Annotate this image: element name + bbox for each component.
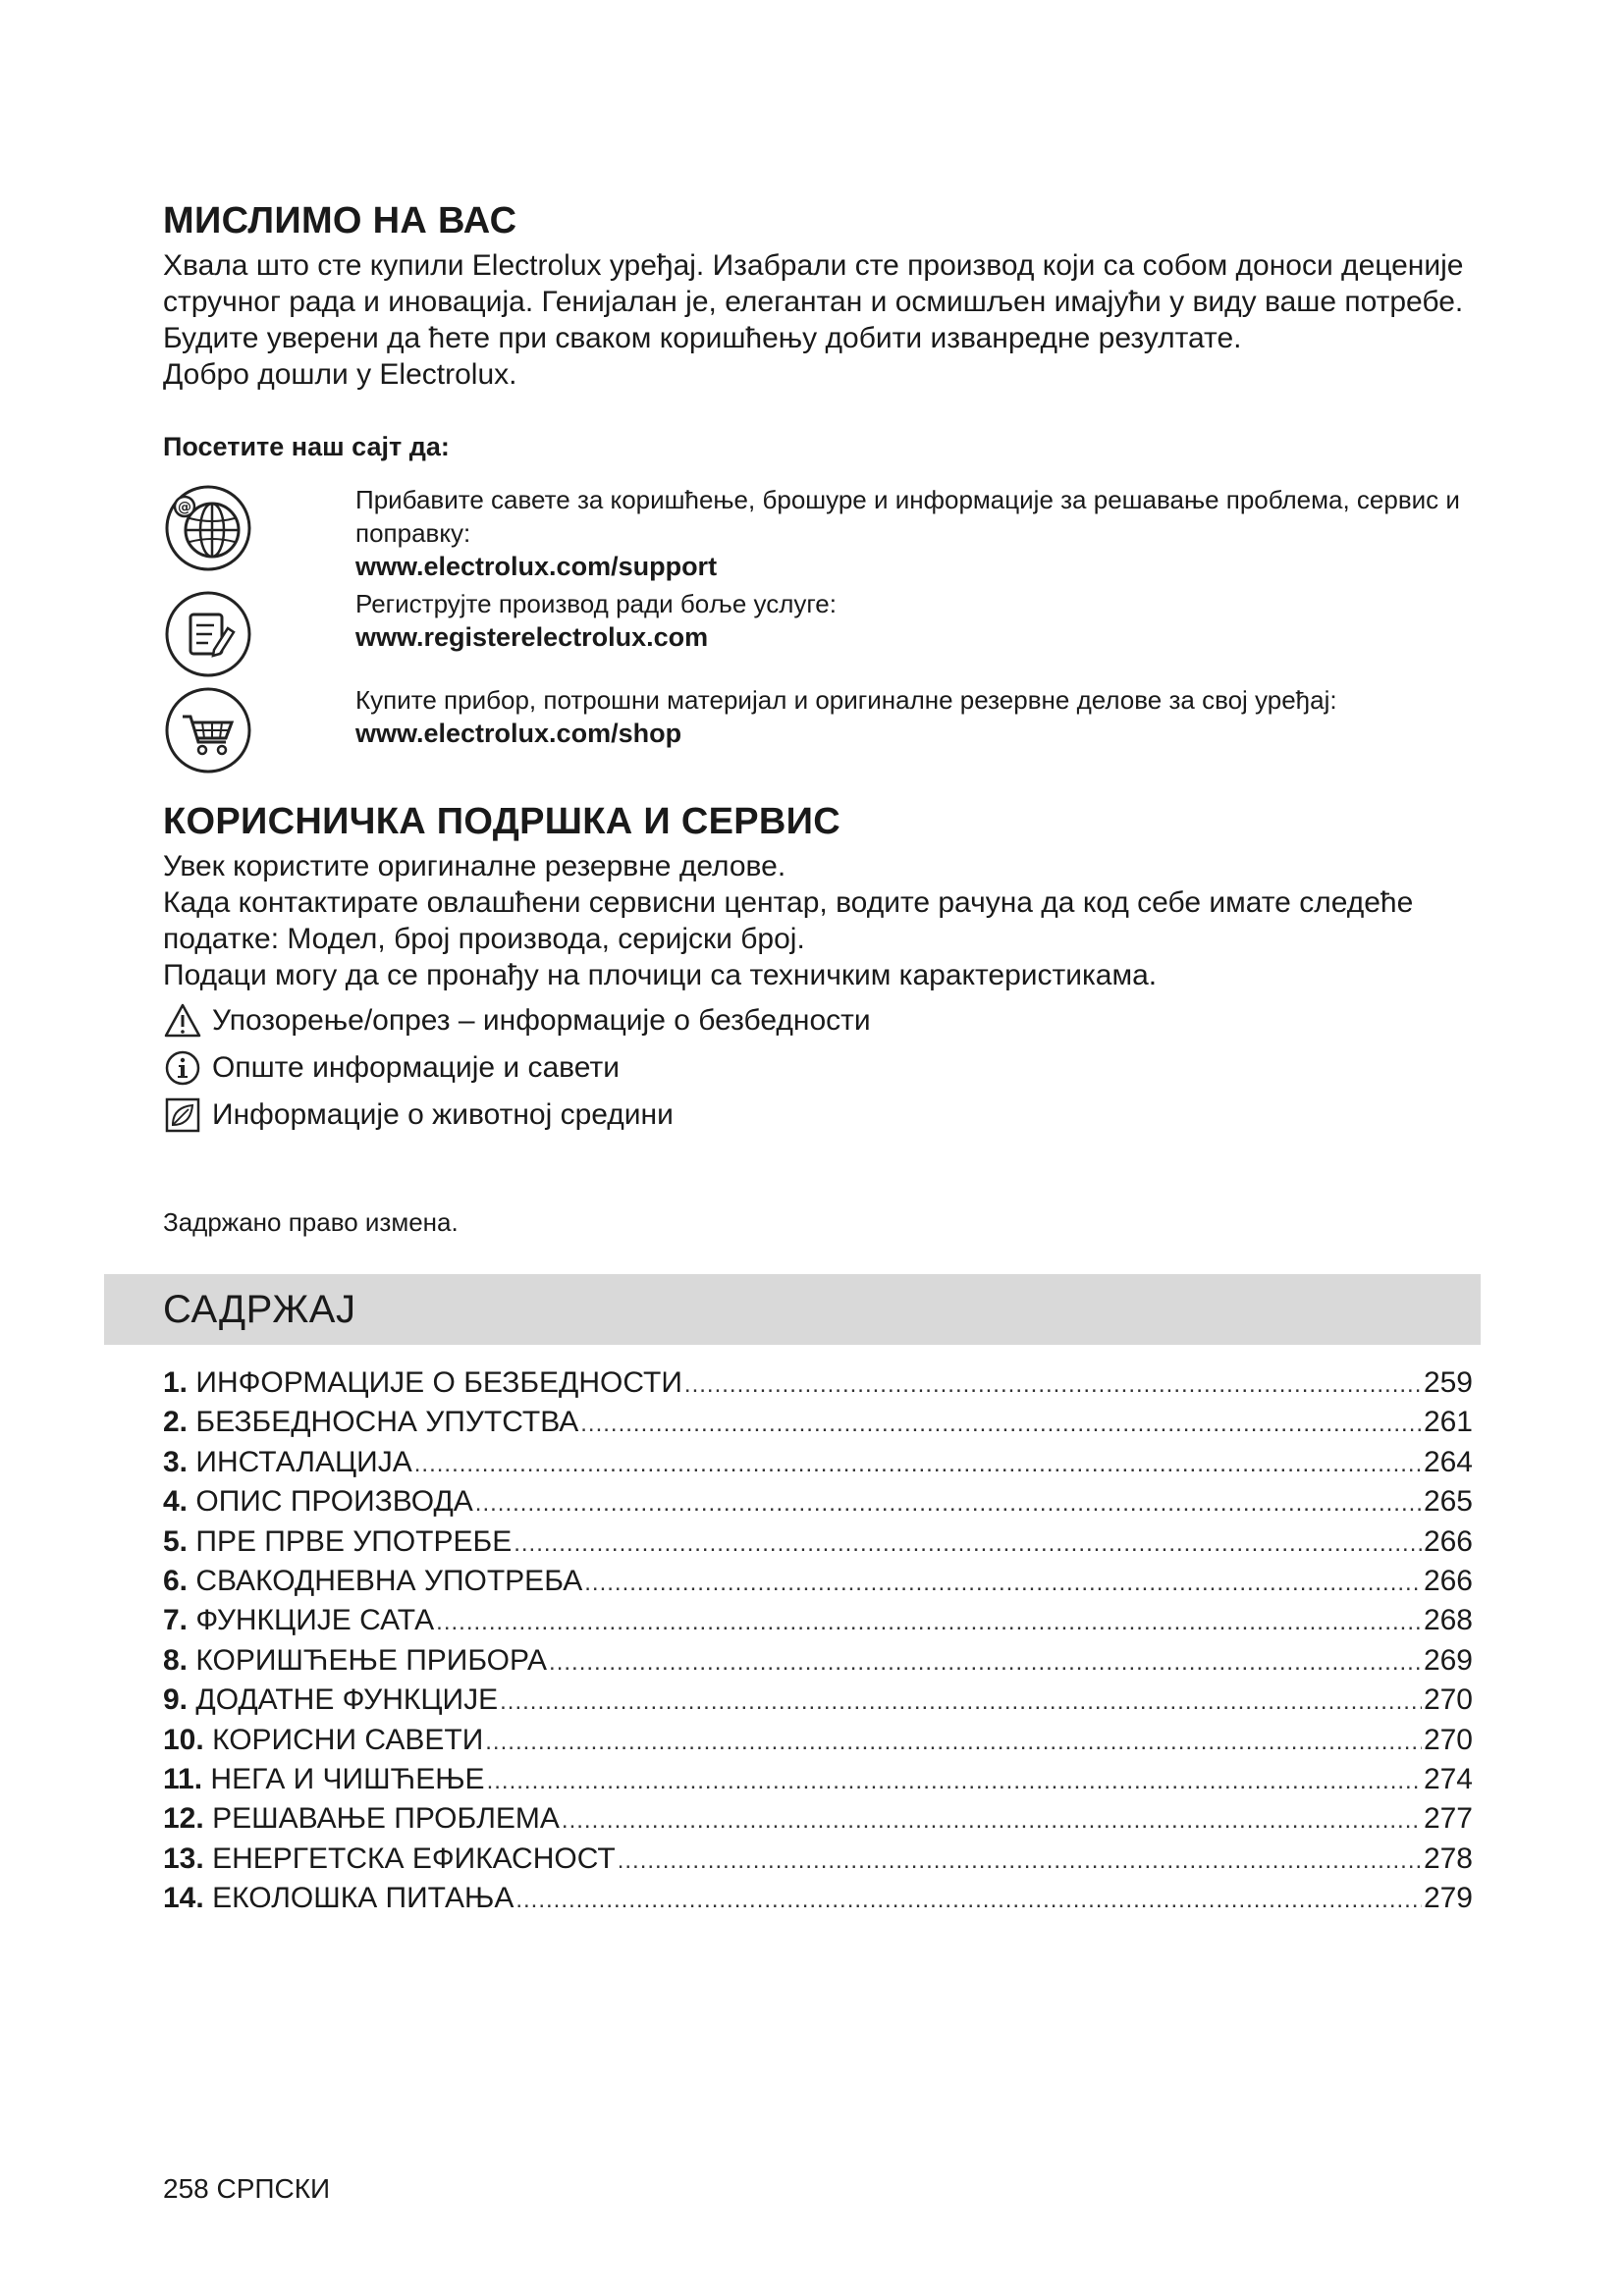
heading-customer-support: КОРИСНИЧКА ПОДРШКА И СЕРВИС bbox=[163, 801, 840, 842]
toc-dot-leader bbox=[414, 1446, 1422, 1479]
toc-entry-page: 268 bbox=[1423, 1604, 1473, 1637]
toc-dot-leader bbox=[485, 1724, 1422, 1757]
toc-heading: САДРЖАЈ bbox=[163, 1288, 356, 1331]
original-parts-line: Увек користите оригиналне резервне делове. bbox=[163, 850, 786, 882]
support-text-block bbox=[163, 848, 1479, 993]
support-link[interactable]: www.electrolux.com/support bbox=[355, 552, 718, 581]
register-description: Региструјте производ ради боље услуге: bbox=[355, 589, 837, 618]
toc-entry-title: РЕШАВАЊЕ ПРОБЛЕМА bbox=[212, 1802, 560, 1836]
toc-entry-page: 270 bbox=[1423, 1723, 1473, 1756]
toc-entry-number: 1. bbox=[163, 1366, 189, 1399]
info-icon bbox=[163, 1048, 202, 1088]
page-footer: 258 СРПСКИ bbox=[163, 2173, 331, 2204]
toc-entry-number: 5. bbox=[163, 1524, 189, 1558]
toc-entry-page: 261 bbox=[1423, 1406, 1473, 1439]
toc-entry-page: 270 bbox=[1423, 1683, 1473, 1717]
toc-header-band bbox=[104, 1274, 1481, 1345]
toc-entry[interactable] bbox=[163, 1565, 1473, 1604]
toc-entry-page: 266 bbox=[1423, 1524, 1473, 1558]
toc-entry-page: 274 bbox=[1423, 1762, 1473, 1795]
toc-entry-title: БЕЗБЕДНОСНА УПУТСТВА bbox=[195, 1406, 579, 1439]
toc-entry-title: КОРИСНИ САВЕТИ bbox=[212, 1723, 484, 1756]
toc-entry-page: 278 bbox=[1423, 1842, 1473, 1875]
toc-entry[interactable] bbox=[163, 1406, 1473, 1445]
service-center-line: Када контактирате овлашћени сервисни центар, водите рачуна да код себе имате следеће податке: Модел, број производа, серијски број. bbox=[163, 886, 1414, 955]
toc-entry-page: 269 bbox=[1423, 1643, 1473, 1677]
toc-entry-title: ПРЕ ПРВЕ УПОТРЕБЕ bbox=[195, 1524, 513, 1558]
toc-dot-leader bbox=[475, 1485, 1422, 1519]
toc-entry[interactable] bbox=[163, 1802, 1473, 1842]
rating-plate-line: Подаци могу да се пронађу на плочици са техничким карактеристикама. bbox=[163, 959, 1158, 991]
register-link[interactable]: www.registerelectrolux.com bbox=[355, 622, 709, 652]
shop-link[interactable]: www.electrolux.com/shop bbox=[355, 719, 682, 748]
welcome-line: Добро дошли у Electrolux. bbox=[163, 358, 517, 391]
toc-entry-page: 259 bbox=[1423, 1366, 1473, 1399]
heading-thinking-of-you: МИСЛИМО НА ВАС bbox=[163, 200, 517, 241]
toc-entry-title: СВАКОДНЕВНА УПОТРЕБА bbox=[195, 1564, 583, 1597]
toc-entry-number: 4. bbox=[163, 1485, 189, 1519]
web-link-support bbox=[163, 483, 1479, 591]
register-form-icon bbox=[163, 589, 253, 679]
toc-dot-leader bbox=[514, 1525, 1422, 1559]
visit-site-label: Посетите наш сајт да: bbox=[163, 432, 450, 461]
symbol-environment-text: Информације о животној средини bbox=[212, 1098, 674, 1131]
toc-entry-page: 265 bbox=[1423, 1485, 1473, 1519]
environment-leaf-icon bbox=[163, 1095, 202, 1135]
symbol-environment-row bbox=[163, 1095, 674, 1135]
warning-triangle-icon bbox=[163, 1001, 202, 1041]
toc-entry-number: 9. bbox=[163, 1683, 189, 1717]
rights-reserved-note: Задржано право измена. bbox=[163, 1207, 459, 1237]
symbol-warning-row bbox=[163, 1001, 871, 1041]
toc-entry[interactable] bbox=[163, 1604, 1473, 1643]
support-description: Прибавите савете за коришћење, брошуре и информације за решавање проблема, сервис и поправку: bbox=[355, 485, 1460, 548]
toc-dot-leader bbox=[549, 1644, 1422, 1678]
toc-entry-page: 277 bbox=[1423, 1802, 1473, 1836]
symbol-warning-text: Упозорење/опрез – информације о безбедности bbox=[212, 1004, 871, 1037]
toc-entry[interactable] bbox=[163, 1724, 1473, 1763]
toc-entry[interactable] bbox=[163, 1366, 1473, 1406]
toc-entry-number: 13. bbox=[163, 1842, 204, 1875]
toc-entry-title: ФУНКЦИЈЕ САТА bbox=[195, 1604, 435, 1637]
toc-entry-number: 14. bbox=[163, 1882, 204, 1915]
toc-entry-title: ДОДАТНЕ ФУНКЦИЈЕ bbox=[195, 1683, 499, 1717]
toc-dot-leader bbox=[487, 1763, 1422, 1796]
shop-description: Купите прибор, потрошни материјал и оригиналне резервне делове за свој уређај: bbox=[355, 685, 1337, 715]
toc-entry[interactable] bbox=[163, 1644, 1473, 1683]
toc-dot-leader bbox=[584, 1565, 1422, 1598]
toc-dot-leader bbox=[580, 1406, 1422, 1439]
toc-entry-number: 12. bbox=[163, 1802, 204, 1836]
toc-entry[interactable] bbox=[163, 1525, 1473, 1565]
toc-entry-page: 264 bbox=[1423, 1445, 1473, 1478]
svg-text:@: @ bbox=[178, 500, 191, 515]
toc-entry[interactable] bbox=[163, 1882, 1473, 1921]
toc-entry-page: 279 bbox=[1423, 1882, 1473, 1915]
globe-icon bbox=[163, 483, 253, 573]
toc-entry-title: НЕГА И ЧИШЋЕЊЕ bbox=[210, 1762, 485, 1795]
toc-entry[interactable] bbox=[163, 1763, 1473, 1802]
toc-dot-leader bbox=[500, 1683, 1422, 1717]
table-of-contents bbox=[163, 1366, 1473, 1921]
toc-dot-leader bbox=[618, 1842, 1422, 1876]
web-link-shop bbox=[163, 683, 1479, 791]
toc-entry[interactable] bbox=[163, 1485, 1473, 1524]
toc-entry-title: ОПИС ПРОИЗВОДА bbox=[195, 1485, 473, 1519]
toc-entry-title: ИНФОРМАЦИЈЕ О БЕЗБЕДНОСТИ bbox=[195, 1366, 682, 1399]
web-link-text-block bbox=[355, 683, 1553, 750]
toc-entry-title: КОРИШЋЕЊЕ ПРИБОРА bbox=[195, 1643, 548, 1677]
toc-dot-leader bbox=[562, 1802, 1422, 1836]
web-link-text-block bbox=[355, 483, 1553, 583]
toc-entry-number: 7. bbox=[163, 1604, 189, 1637]
toc-entry-number: 2. bbox=[163, 1406, 189, 1439]
toc-dot-leader bbox=[515, 1882, 1422, 1915]
toc-entry-number: 10. bbox=[163, 1723, 204, 1756]
toc-entry-number: 6. bbox=[163, 1564, 189, 1597]
symbol-info-row bbox=[163, 1048, 620, 1088]
toc-entry-number: 3. bbox=[163, 1445, 189, 1478]
web-link-text-block bbox=[355, 587, 1553, 654]
toc-entry-title: ЕКОЛОШКА ПИТАЊА bbox=[212, 1882, 514, 1915]
toc-entry-number: 11. bbox=[163, 1762, 203, 1795]
intro-text-block bbox=[163, 247, 1479, 393]
toc-dot-leader bbox=[684, 1366, 1422, 1400]
web-link-register bbox=[163, 587, 1479, 681]
toc-entry[interactable] bbox=[163, 1446, 1473, 1485]
toc-entry[interactable] bbox=[163, 1683, 1473, 1723]
toc-entry[interactable] bbox=[163, 1842, 1473, 1882]
toc-dot-leader bbox=[436, 1604, 1422, 1637]
toc-entry-title: ЕНЕРГЕТСКА ЕФИКАСНОСТ bbox=[212, 1842, 616, 1875]
intro-paragraph: Хвала што сте купили Electrolux уређај. Изабрали сте производ који са собом доноси деценије стручног рада и иновација. Генијалан је, елегантан и осмишљен имајући у виду ваше потребе. Будите уверени да ћете при сваком коришћењу добити изванредне резултате. bbox=[163, 249, 1464, 354]
toc-entry-number: 8. bbox=[163, 1643, 189, 1677]
shopping-cart-icon bbox=[163, 685, 253, 775]
toc-entry-page: 266 bbox=[1423, 1564, 1473, 1597]
toc-entry-title: ИНСТАЛАЦИЈА bbox=[195, 1445, 412, 1478]
symbol-info-text: Опште информације и савети bbox=[212, 1051, 620, 1084]
